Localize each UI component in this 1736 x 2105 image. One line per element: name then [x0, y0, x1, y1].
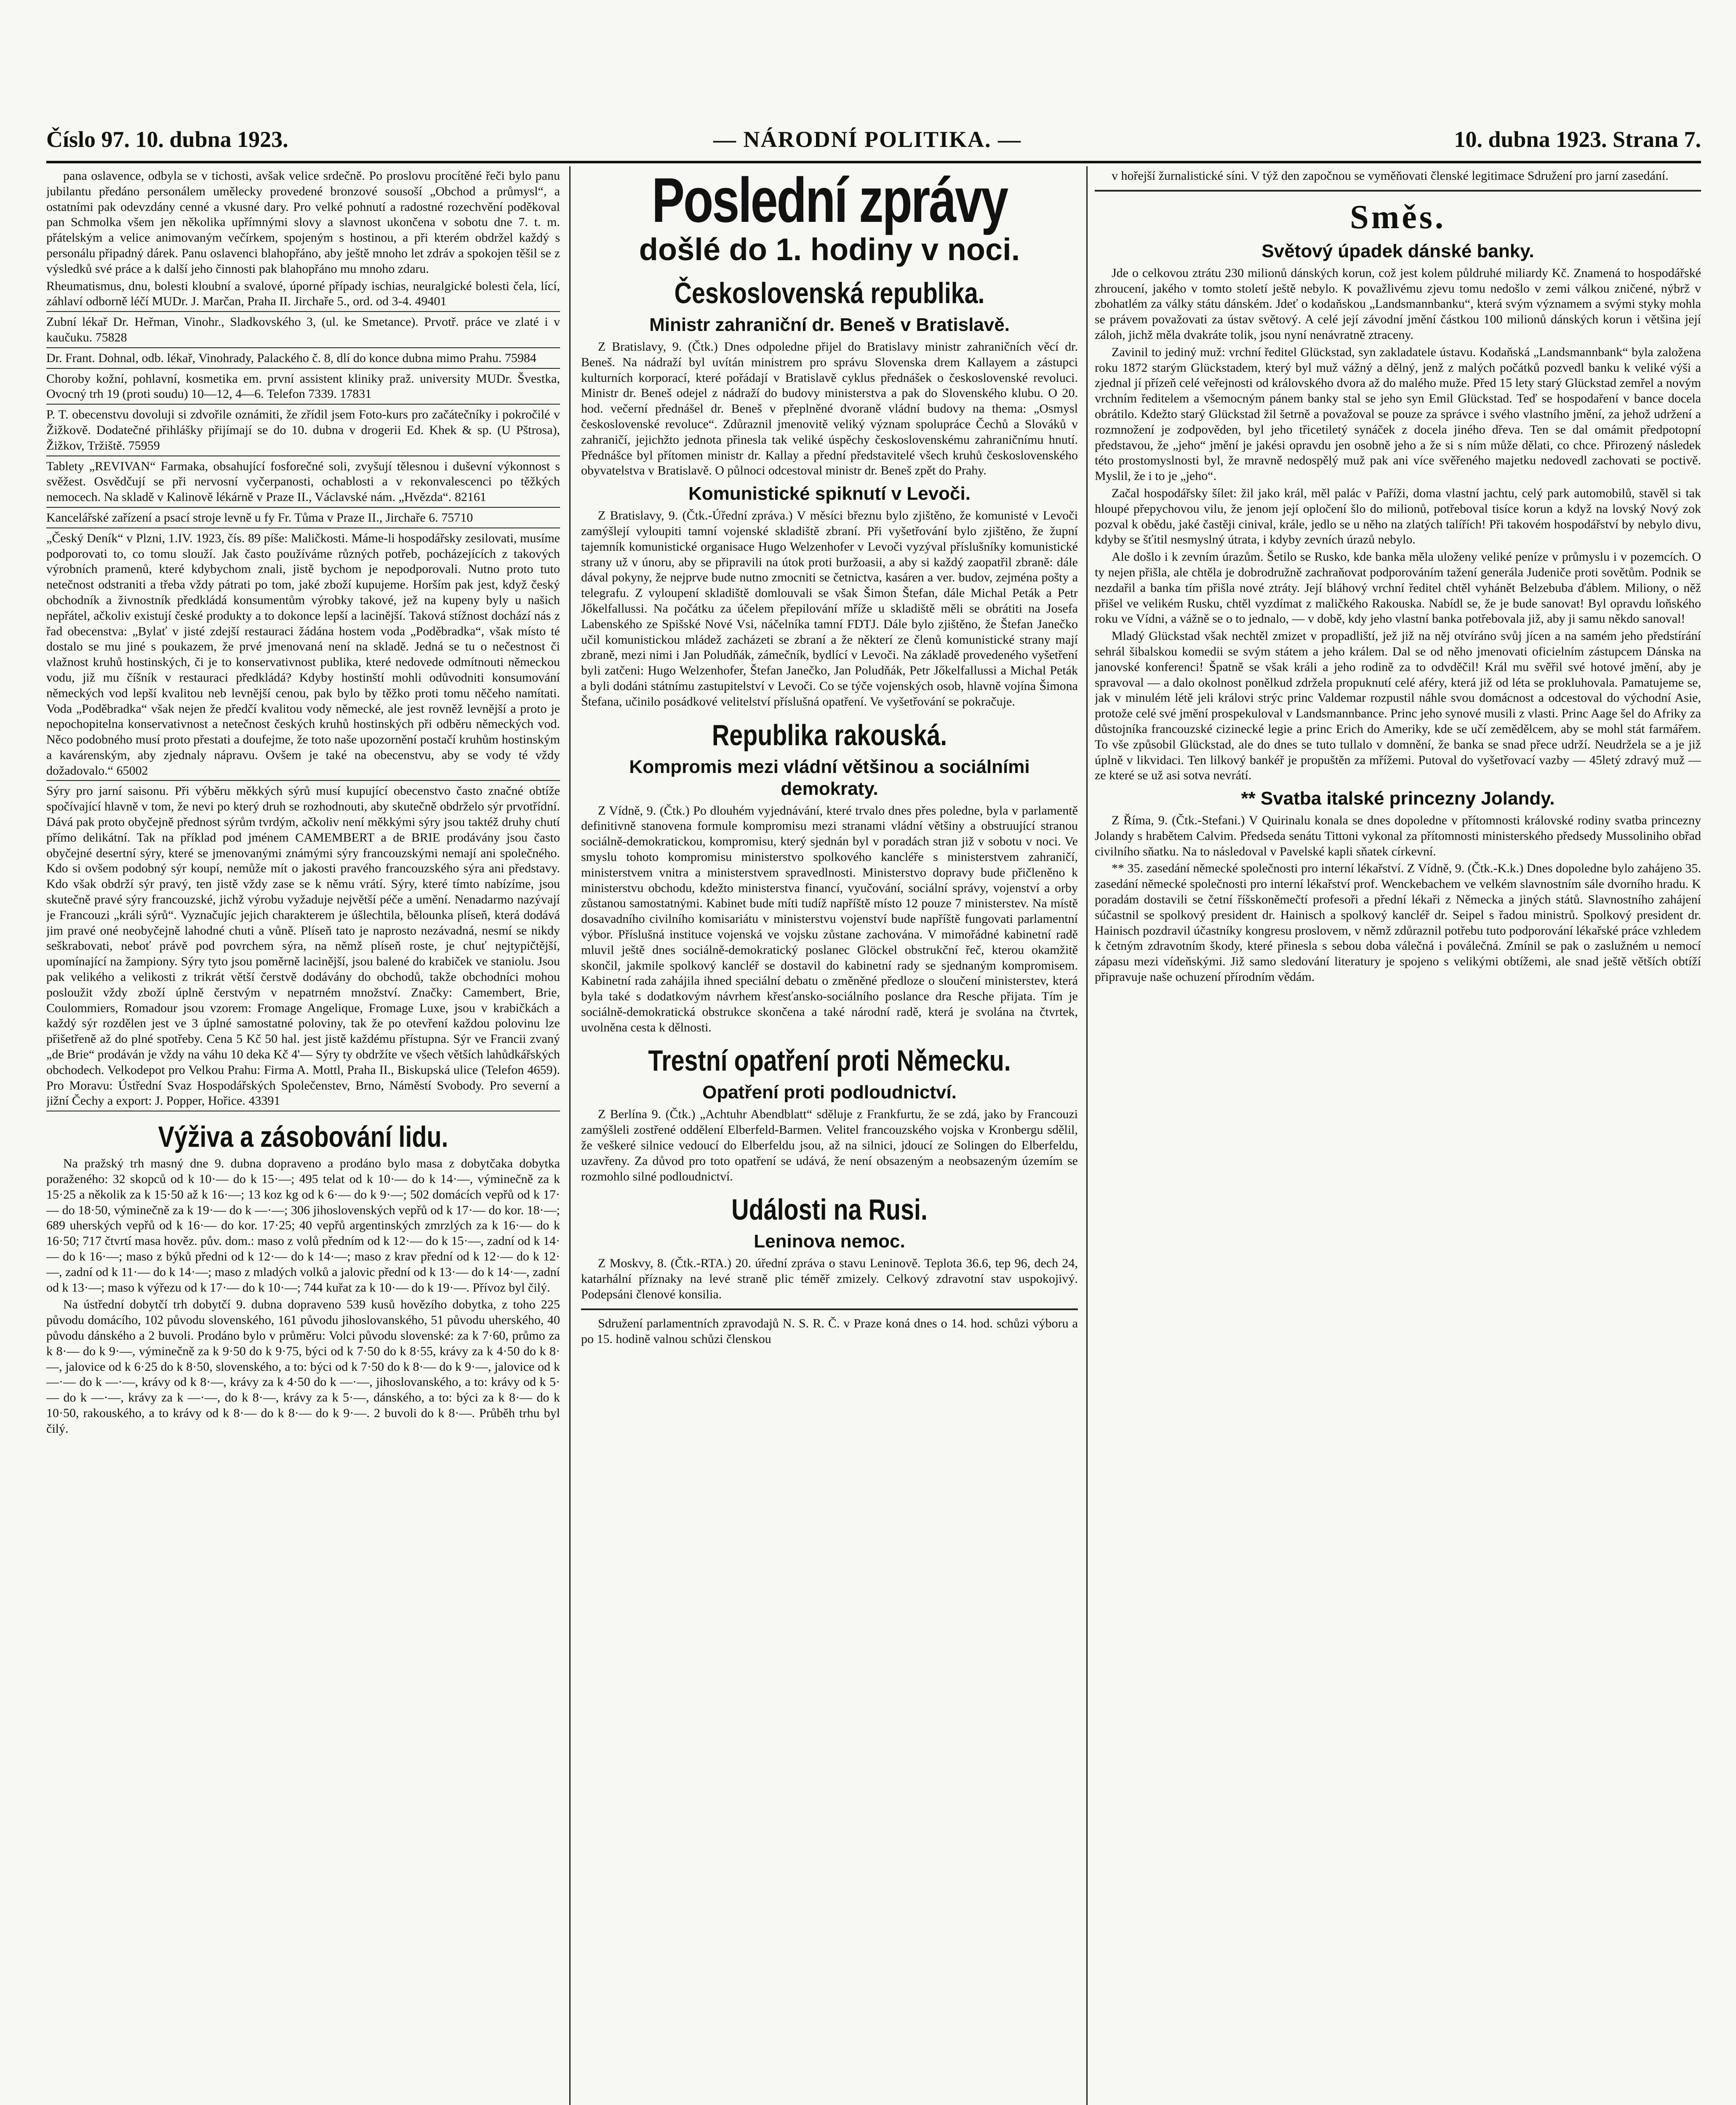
jubilee-article: pana oslavence, odbyla se v tichosti, avšak velice srdečně. Po proslovu procítěné řeči bylo panu jubilantu předáno personálem umělecky provedené bronzové sousoší „Obchod a průmysl“, a ostatními pak odevzdány cenné a vkusné dary. Pro velké pohnutí a radostné rozechvění poděkoval pan Schmolka všem jen několika upřímnými slovy a slavnost ukončena v sobotu dne 7. t. m. přátelským a velice animovaným večírkem, spojeným s hostinou, a při kterém obdržel každý s personálu připadný dárek. Panu oslavenci blahopřáno, aby ještě mnoho let zdráv a spokojen těšil se z výsledků své práce a k další jeho činnosti pak blahopřáno mu mnoho zdaru.: [46, 169, 560, 276]
ad-doctor-dohnal: Dr. Frant. Dohnal, odb. lékař, Vinohrady, Palackého č. 8, dlí do konce dubna mimo Prahu. 75984: [46, 351, 560, 369]
headline-levoca: Komunistické spiknutí v Levoči.: [688, 483, 971, 504]
article-bank-4: Ale došlo i k zevním úrazům. Šetilo se Rusko, kde banka měla uloženy veliké peníze v průmyslu i v pozemcích. O ty nejen přišla, ale chtěla je dobrodružně zachraňovat podporováním tažení generála Judeniče proti sovětům. Podnik se nezdařil a banka tím přišla nové ztráty. Její bláhový vrchní ředitel chtěl vyhánět Belzebuba ďáblem. Miliony, o něž přišel ve velikém Rusku, chtěl vyzdímat z maličkého Rakouska. Nabídl se, že je bude sanovat! Byl opravdu loňského roku ve Vídni, a vážně se o to jednalo, — v době, kdy jeho vlastní banka potřebovala již, aby ji samu někdo sanoval!: [1095, 550, 1701, 626]
section-heading-germany: Trestní opatření proti Německu.: [648, 1044, 1011, 1077]
market-report-meat: Na pražský trh masný dne 9. dubna dopraveno a prodáno bylo masa z dobytčaka dobytka poraženého: 32 skopců od k 10·— do k 15·—; 495 telat od k 10·— do k 14·—, výminečně za k 15·25 a několik za k 15·50 až k 16·—; 13 koz kg od k 6·— do k 9·—; 502 domácích vepřů od k 17·— do 18·50, výminečně za k 19·— do k —·—; 306 jihoslovenských vepřů od k 17·— do kor. 18·—; 689 uherských vepřů od k 16·— do kor. 17·25; 40 vepřů argentinských zmrzlých za k 16·— do k 16·50; 717 čtvrtí masa hověz. pův. dom.: maso z volů předním od k 12·— do k 15·—, zadní od k 14·— do k 16·—; maso z býků předni od k 12·— do k 14·—; maso z krav přední od k 12·— do k 12·—, zadní od k 11·— do k 14·—; maso z mladých volků a jalovic přední od k 13·— do k 14·—, zadní od k 13·—; maso k výřezu od k 17·— do k 10·—; 744 kuřat za k 10·— do k 19·—. Přívoz byl čilý.: [46, 1156, 560, 1295]
section-heading-czechoslovakia: Československá republika.: [674, 277, 985, 309]
headline-danish-bank: Světový úpadek dánské banky.: [1261, 240, 1534, 261]
notice-reporters-continued: v hořejší žurnalistické síni. V týž den započnou se vyměňovati členské legitimace Sdružení pro jarní zasedání.: [1112, 169, 1669, 183]
article-smuggling: Z Berlína 9. (Čtk.) „Achtuhr Abendblatt“ sděluje z Frankfurtu, že se zdá, jako by Francouzi zamýšleli zostřené oddělení Elberfeld-Barmen. Velitel francouzského vojska v Kronbergu sdělil, že veškeré silnice vedoucí do Elberfeldu jsou, až na silnici, jdoucí ze Solingen do Elberfeldu, uzavřeny. Za důvod pro toto opatření se udává, že není obsazeným a neobsazeným územím se rozmohlo silné podloudnictví.: [581, 1107, 1078, 1183]
newspaper-title: — NÁRODNÍ POLITIKA. —: [713, 127, 1022, 152]
headline-benes: Ministr zahraniční dr. Beneš v Bratislavě.: [649, 314, 1010, 335]
column-right: [1095, 168, 1701, 2105]
page-date-number: 10. dubna 1923. Strana 7.: [1454, 127, 1701, 152]
headline-lenin: Leninova nemoc.: [754, 1231, 905, 1252]
article-bank-5: Mladý Glückstad však nechtěl zmizet v propadliští, jež již na něj otvíráno svůj jícen a na samém jeho předstírání sehrál šibalskou komedii se svým státem a jeho králem. Dal se od něho jmenovati oficielním zástupcem Dánska na janovské konferenci! Špatně se však králi a jeho rodině za to odvděčil! Král mu svěřil své hotové jmění, aby je spravoval — a dalo okolnost ponělkud zdržela propuknutí celé aféry, která již od léta se prokluhovala. Pamatujeme se, jak v minulém létě jeli královi strýc princ Valdemar rozpustil náhle svou domácnost a odcestoval do východní Asie, protože celé své jmění prospekuloval v Landsmannbance. Princ jeho synové musili z vlasti. Princ Aage šel do Afriky za důstojníka francouzské cizinecké legie a princ Erich do Ameriky, kde se učí zemědělcem, aby se mohl stát farmářem. To vše způsobil Glückstad, ale do dnes se tuto tullalo v domnění, že banka se snad přece udrží. Neudržela se a je již úplně v likvidaci. Ten lilkový bankéř je propuštěn za mřížemi. Putoval do vyšetřovací vazby — 45letý zdravý muž — ze které se už asi sotva nevrátí.: [1095, 629, 1701, 783]
notice-reporters: Sdružení parlamentních zpravodajů N. S. R. Č. v Praze koná dnes o 14. hod. schůzi výboru a po 15. hodině valnou schůzi členskou: [581, 1316, 1078, 1346]
issue-number: Číslo 97. 10. dubna 1923.: [46, 127, 288, 152]
article-lenin: Z Moskvy, 8. (Čtk.-RTA.) 20. úřední zpráva o stavu Leninově. Teplota 36.6, tep 96, dech 24, katarhální příznaky na levé straně plic téměř zmizely. Celkový zdravotní stav uspokojivý. Podepsáni členové konsilia.: [581, 1256, 1078, 1302]
section-heading-miscellany: Směs.: [1350, 198, 1446, 236]
headline-smuggling: Opatření proti podloudnictví.: [702, 1082, 957, 1103]
article-medical-congress: ** 35. zasedání německé společnosti pro interní lékařství. Z Vídně, 9. (Čtk.-K.k.) Dnes dopoledne bylo zahájeno 35. zasedání německé společnosti pro interní lékařství prof. Wenckebachem ve velkém slavnostním sále dvorního hradu. K poradám dostavili se četní říšskoněmečtí profesoři a přední lékaři z Německa a jiných států. Slavnostního zahájení súčastnil se spolkový president dr. Hainisch a spolkový kancléř dr. Seipel s řadou ministrů. Spolkový president dr. Hainisch pozdravil účastníky kongresu proslovem, v němž zdůraznil potřebu tuto podporování lékařské práce vzhledem k četným zdravotním škody, které přinesla s sebou doba válečná i poválečná. Zmínil se pak o zaslužném u nemocí zápasu mezi vídeňskými. Již samo sledování literatury je spojeno s velikými obtížemi, ale snad ještě větších obtíží připravuje naše ochuzení přírodním vědám.: [1095, 861, 1701, 984]
ad-office-equipment: Kancelářské zařízení a psací stroje levně u fy Fr. Tůma v Praze II., Jirchaře 6. 75710: [46, 510, 560, 528]
ad-skin-diseases: Choroby kožní, pohlavní, kosmetika em. první assistent kliniky praž. university MUDr. Švestka, Ovocný trh 19 (proti soudu) 10—12, 4—6. Telefon 7339. 17831: [46, 371, 560, 405]
article-bank-3: Začal hospodářsky šílet: žil jako král, měl palác v Paříži, doma vlastní jachtu, celý park automobilů, stavěl si tak hloupé přepychovou vilu, že jenom její opločení šlo do milionů, potřeboval tisíce korun a když na lovský Nový zok pozval k obědu, jaké častěji cinival, krále, jedlo se u něho na zlatých talířích! Při takovém hospodářství by nebylo divu, kdyby se šťitil nesmyslný útrata, i kdyby zevních úrazů nebylo.: [1095, 486, 1701, 547]
ad-cheese: Sýry pro jarní saisonu. Při výběru měkkých sýrů musí kupující obecenstvo často značné obtíže spočívající hlavně v tom, že nevi po který druh se rozhodnouti, aby skutečně obdrželo sýr prvotřídní. Dává pak proto obyčejně přednost sýrům tvrdým, ačkoliv není měkkými sýry jsou taktéž druhy chutí přímo delikátní. Tak na příklad pod jménem CAMEMBERT a de BRIE prodávány jsou často obyčejné desertní sýry, které se jmenovanými známými sýry francouzskými nemají ani společného. Kdo si ovšem podobný sýr koupí, nemůže mít o jakosti pravého francouzského sýra ani představy. Kdo však obdrží sýr pravý, ten jistě vždy zase se k němu vrátí. Sýry, které tímto nabízíme, jsou skutečně pravé sýry francouzské, jichž výrobu vyžaduje největší péče a umění. Nenadarmo nazývají je Francouzi „králi sýrů“. Vyznačujíc jejich charakterem je úšlechtila, bělounka plíseň, která dodává jim pravé oné neobyčejně lahodné chuti a vůně. Plíseň tato je naprosto nezávadná, nesmí se nikdy seškrabovati, neboť právě pod povrchem sýra, na němž plíseň roste, je chuť nejtypičtější, upomínající na žampiony. Sýry tyto jsou poměrně lacinější, jsou balené do krabiček ve staniolu. Jsou pak velikého a velikosti z trikrát větší čerstvě dodávány do obchodů, takže obchodníci mohou posloužit vždy zboží úplně čerstvým v nepatrném množství. Značky: Camembert, Brie, Coulommiers, Romadour jsou vzorem: Fromage Angelique, Fromage Luxe, jsou v krabičkách a každý sýr rozdělen jest ve 3 úplné samostatné poloviny, tak že po otevření každou polovinu lze přišetřeně až do plné spotřeby. Cena 5 Kč 50 hal. jest jistě každému přístupna. Sýr ve Francii zvaný „de Brie“ prodáván je vždy na váhu 10 deka Kč 4'— Sýry ty obdržíte ve všech větších lahůdkářských obchodech. Velkodepot pro Velkou Prahu: Firma A. Mottl, Praha II., Biskupská ulice (Telefon 4659). Pro Moravu: Ústřední Svaz Hospodářských Společenstev, Brno, Náměstí Svobody. Pro severní a jižní Čechy a export: J. Popper, Hořice. 43391: [46, 783, 560, 1111]
headline-jolanda-wedding: ** Svatba italské princezny Jolandy.: [1241, 788, 1555, 809]
separator: [1095, 190, 1701, 192]
column-middle: [581, 168, 1078, 2105]
column-divider: [1086, 166, 1088, 2105]
column-divider: [569, 166, 571, 2105]
article-bank-2: Zavinil to jediný muž: vrchní ředitel Glückstad, syn zakladatele ústavu. Kodaňská „Landsmannbank“ byla založena roku 1872 starým Glückstadem, který byl muž vážný a dělný, jenž z malých počátků pozvedl banku k veliké výši a zjednal jí přízeň celé veřejnosti od královského dvora až do malého muže. Před 15 lety starý Glückstad zemřel a novým vrchním ředitelem a všemocným pánem banky stal se jeho syn Emil Glückstad. Teď se hospodaření v bance docela obrátilo. Kdežto starý Glückstad žil šetrně a považoval se pouze za správce i svého vlastního jmění, za jehož udržení a rozmnožení je zodpověden, byl jeho třicetiletý synáček z docela jiného dřeva. Ten se dal omámit předpotopní představou, že „jeho“ jmění je jakési opravdu jen osobně jeho a že si s ním může dělati, co chce. Přirozený následek této prostomyslnosti byl, že mravně nedospělý muž pak ani více svěřeného majetku nedovedl zachovati se poctivě. Myslil, že i to je „jeho“.: [1095, 345, 1701, 483]
article-levoca: Z Bratislavy, 9. (Čtk.-Úřední zpráva.) V měsíci březnu bylo zjištěno, že komunisté v Levoči zamýšlejí vyloupiti tamní vojenské skladiště zbraní. Při vyšetřování bylo zjištěno, že župní tajemník komunistické organisace Hugo Welzenhofer v Levoči vyzýval příslušníky komunistické strany už v únoru, aby se připravili na útok proti buržoasii, a aby si každý zaopatřil zbraně: dále dával pokyny, že nejprve bude nutno zmocniti se četnictva, kasáren a ver. budov, zejména pošty a telegrafu. Z vyloupení skladiště domlouvali se však Šimon Štefan, dále Michal Peták a Petr Jőkelfallussi. Na počátku za účelem přepilování mříže u skladiště měli se obrátiti na Josefa Labenského ze Spišské Nové Vsi, náčelníka tamní FDTJ. Dále bylo zjištěno, že Štefan Janečko učil komunistickou mládež zacházeti se zbraní a že některí ze členů komunistické strany mají zbraně, mezi nimi i Jan Poludňák, zámečník, bydlící v Levoči. Na základě provedeného vyšetření byli zatčeni: Hugo Welzenhofer, Štefan Janečko, Jan Poludňák, Petr Jőkelfallussi a Michal Peták a byli dodáni státnímu zastupitelství v Levoči. Co se týče vojenských osob, hlavně vojína Šimona Štefana, učinilo posádkové velitelství příslušná opatření. Ve vyšetřování se pokračuje.: [581, 509, 1078, 709]
article-compromise: Z Vídně, 9. (Čtk.) Po dlouhém vyjednávání, které trvalo dnes přes poledne, byla v parlamentě definitivně stanovena formule kompromisu mezi stranami vládní většiny a obstruující stranou sociálně-demokratickou, kompromisu, který sjednán byl v poradách stran již v sobotu v noci. Ve smyslu tohoto kompromisu ministerstvo spolkového kancléře s ministerstvem zahraničí, ministerstvem vnitra a ministerstvem spravedlnosti. Ministerstvo dopravy bude přičleněno k ministerstvu obchodu, kdežto ministerstva financí, vyučování, sociální správy, vojenství a orby zůstanou samostatnými. Kabinet bude míti tudíž napříště místo 12 pouze 7 ministerstev. Na místě dosavadního civilního komisariátu v ministerstvu vojenství bude napříště fungovati parlamentní výbor. Příslušná instituce vojenská ve vojsku zůstane zachována. V mimořádné kabinetní radě mluvil ještě dnes sociálně-demokratický poslanec Glöckel obstrukční řeč, kterou okamžitě skončil, jakmile spolkový kancléř se dostavil do kabinetní rady se sjednaným kompromisem. Kabinetní rada zahájila ihned speciální debatu o změněné předloze o sloučení ministerstev, která byla také s dodatkovým návrhem křesťansko-sociálního poslance dra Resche přijata. Tím je sociálně-demokratická obstrukce skončena a také národní radě, která je svolána na čtvrtek, uvolněna cesta k dělnosti.: [581, 803, 1078, 1034]
ad-dentist: Zubní lékař Dr. Heřman, Vinohr., Sladkovského 3, (ul. ke Smetance). Prvotř. práce ve zlaté i v kaučuku. 75828: [46, 314, 560, 348]
article-jolanda-wedding: Z Říma, 9. (Čtk.-Stefani.) V Quirinalu konala se dnes dopoledne v přítomnosti královské rodiny svatba princezny Jolandy s hrabětem Calvim. Předseda senátu Tittoni vykonal za přítomnosti ministerského předsedy Mussoliniho obřad civilního sňatku. Na to následoval v Pavelské kapli sňatek církevní.: [1095, 813, 1701, 858]
article-cesky-denik: „Český Deník“ v Plzni, 1.IV. 1923, čís. 89 píše: Maličkosti. Máme-li hospodářsky zesilovati, musíme podporovati to, co tomu slouží. Jak často používáme různých potřeb, pocházejících z takových výrobních pramenů, které kdybychom znali, jistě bychom je nepodporovali. Nutno proto tuto netečnost odstraniti a třeba vždy pátrati po tom, jaké zboží kupujeme. Horším pak jest, když český obchodník a živnostník předkládá konsumentům výrobky takové, jež na kupeny byly u našich nepřátel, ačkoliv existují české produkty a to dokonce lepší a lacinější. Taková stížnost dochází nás z řad obecenstva: „Bylať v jisté zdejší restauraci žádána hostem voda „Poděbradka“, však místo té dostalo se mu jiné s poukazem, že prvé jmenovaná není na skladě. Jedná se tu o nečestnost či vlažnost kruhů hostinských, či je to konservativnost publika, které nedovede odmítnouti německou vodu, již mu číšník v restauraci předkládá? Kdyby hostinští mohli odůvodniti konsumování německých vod lepší kvalitou neb levnější cenou, pak bylo by těžko proti tomu něčeho namítati. Voda „Poděbradka“ však nejen že předčí kvalitou vody německé, ale jest rovněž levnější a proto je nepochopitelna konservativnost a netečnost českých kruhů hostinských při odběru německých vod. Něco podobného musí proto přestati a doufejme, že toto naše upozornění postačí kruhům hostinským a kavárenským, aby zjednaly nápravu. Ovšem je také na obecenstvu, aby se vody té vždy dožadovalo.“ 65002: [46, 531, 560, 781]
article-bank-1: Jde o celkovou ztrátu 230 milionů dánských korun, což jest kolem půldruhé miliardy Kč. Znamená to hospodářské zhroucení, jakého v tomto století ještě nebylo. K považlivému zjevu tomu nedošlo v zemi válkou zničené, nýbrž v zbohatlém za války státu dánském. Jdeť o kodaňskou „Landsmannbanku“, která svým významem a svými styky mohla se právem považovati za ústav světový. A celé její závodní jmění částkou 100 milionů dánských korun i většina její záloh, jichž měla dvakráte tolik, jsou nyní nenávratně ztraceny.: [1095, 266, 1701, 342]
section-heading-russia: Události na Rusi.: [731, 1193, 928, 1226]
separator: [581, 1308, 1078, 1310]
column-left: [46, 168, 560, 2105]
section-heading-food: Výživa a zásobování lidu.: [158, 1120, 448, 1154]
latest-news-title: Poslední zprávy: [651, 168, 1008, 235]
page-header: [46, 126, 1701, 160]
header-rule: [46, 161, 1701, 163]
latest-news-subtitle: došlé do 1. hodiny v noci.: [639, 232, 1020, 267]
market-report-cattle: Na ústřední dobytčí trh dobytčí 9. dubna dopraveno 539 kusů hovězího dobytka, z toho 225 původu domácího, 102 původu slovenského, 161 původu jihoslovanského, 51 původu uherského, 40 původu dánského a 2 buvoli. Prodáno bylo v průměru: Volci původu slovenské: za k 7·60, průmo za k 8·— do k 9·—, výminečně za k 9·50 do k 9·75, býci od k 7·50 do k 8·55, krávy za k 4·50 do k 8·—, jalovice od k 6·25 do k 8·50, slovenského, a to: býci od k 7·50 do k 8·— do k 9·—, jalovice od k —·— do k —·—, krávy od k 8·—, krávy za k 4·50 do k —·—, jihoslovanského, a to: krávy od k 5·— do k —·—, krávy za k —·—, do k 8·—, krávy za k 5·—, dánského, a to: býci za k 8·— do k 10·50, rakouského, a to krávy od k 8·— do k 8·— do k 9·—. 2 buvoli do k 8·—. Průběh trhu byl čilý.: [46, 1298, 560, 1436]
article-benes: Z Bratislavy, 9. (Čtk.) Dnes odpoledne přijel do Bratislavy ministr zahraničních věcí dr. Beneš. Na nádraží byl uvítán ministrem pro správu Slovenska drem Kallayem a zástupci kulturních korporací, které pořádají v Bratislavě cyklus přednášek o československé revoluci. Ministr dr. Beneš odejel z nádraží do budovy ministerstva a pak do Slovenského klubu. O 20. hod. večerní přednášel dr. Beneš v přeplněné dvoraně vládní budovy na thema: „Osmysl československé revoluce“. Zdůraznil jmenovitě veliký význam spolupráce Čechů a Slováků v zahraničí, jejichžto jednota přinesla tak veliké úspěchy československému zahraničnímu hnutí. Přednášce byl přítomen ministr dr. Kallay a přední představitelé všech kruhů československého obyvatelstva v Bratislavě. O půlnoci odcestoval ministr dr. Beneš zpět do Prahy.: [581, 340, 1078, 478]
ad-rheumatismus: Rheumatismus, dnu, bolesti kloubní a svalové, úporné případy ischias, neuralgické bolesti čela, lící, záhlaví odborně léčí MUDr. J. Marčan, Praha II. Jirchaře 5., ord. od 3-4. 49401: [46, 279, 560, 312]
ad-photo-course: P. T. obecenstvu dovoluji si zdvořile oznámiti, že zřídil jsem Foto-kurs pro začátečníky i pokročilé v Žižkově. Dodatečné přihlášky přijímají se do 10. dubna v drogerii Ed. Khek & sp. (U Pštrosa), Žižkov, Tržiště. 75959: [46, 407, 560, 456]
ad-revivan: Tablety „REVIVAN“ Farmaka, obsahující fosforečné soli, zvyšují tělesnou i duševní výkonnost s svěžest. Osvědčují se při nervosní vyčerpanosti, ochablosti a v rekonvalescenci po těžkých nemocech. Na skladě v Kalinově lékárně v Praze II., Václavské nám. „Hvězda“. 82161: [46, 459, 560, 508]
headline-compromise: Kompromis mezi vládní většinou a sociálními demokraty.: [629, 756, 1030, 799]
section-heading-austria: Republika rakouská.: [712, 718, 947, 751]
